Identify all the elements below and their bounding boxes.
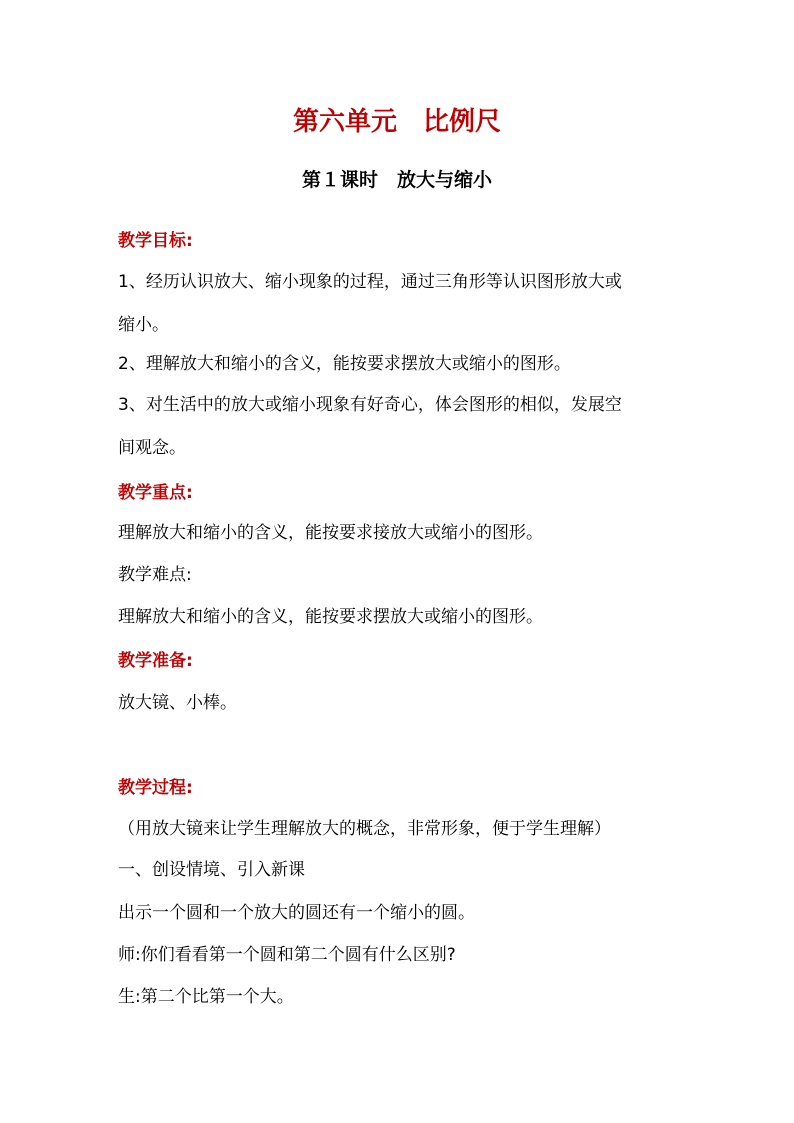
objective-1-line-2: 缩小。	[118, 315, 169, 335]
page-title: 第六单元 比例尺	[292, 107, 501, 137]
lesson-subtitle: 第１课时 放大与缩小	[301, 169, 492, 191]
difficult-points-text: 理解放大和缩小的含义，能按要求摆放大或缩小的图形。	[118, 607, 543, 627]
heading-key-points: 教学重点:	[118, 483, 193, 503]
heading-teaching-objectives: 教学目标:	[118, 231, 193, 251]
process-line-3: 生:第二个比第一个大。	[118, 987, 294, 1007]
objective-1-line-1: 1、经历认识放大、缩小现象的过程，通过三角形等认识图形放大或	[118, 272, 622, 292]
process-line-1: 出示一个圆和一个放大的圆还有一个缩小的圆。	[118, 903, 475, 923]
preparation-text: 放大镜、小棒。	[118, 693, 237, 713]
objective-2: 2、理解放大和缩小的含义，能按要求摆放大或缩小的图形。	[118, 354, 571, 374]
heading-teaching-process: 教学过程:	[118, 778, 193, 798]
key-points-text: 理解放大和缩小的含义，能按要求接放大或缩小的图形。	[118, 523, 543, 543]
process-line-2: 师:你们看看第一个圆和第二个圆有什么区别?	[118, 945, 456, 965]
heading-preparation: 教学准备:	[118, 651, 193, 671]
objective-3-line-1: 3、对生活中的放大或缩小现象有好奇心，体会图形的相似，发展空	[118, 395, 622, 415]
label-difficult-points: 教学难点:	[118, 565, 192, 585]
objective-3-line-2: 间观念。	[118, 438, 186, 458]
process-note: （用放大镜来让学生理解放大的概念，非常形象，便于学生理解）	[118, 819, 611, 839]
section-one-title: 一、创设情境、引入新课	[118, 860, 305, 880]
